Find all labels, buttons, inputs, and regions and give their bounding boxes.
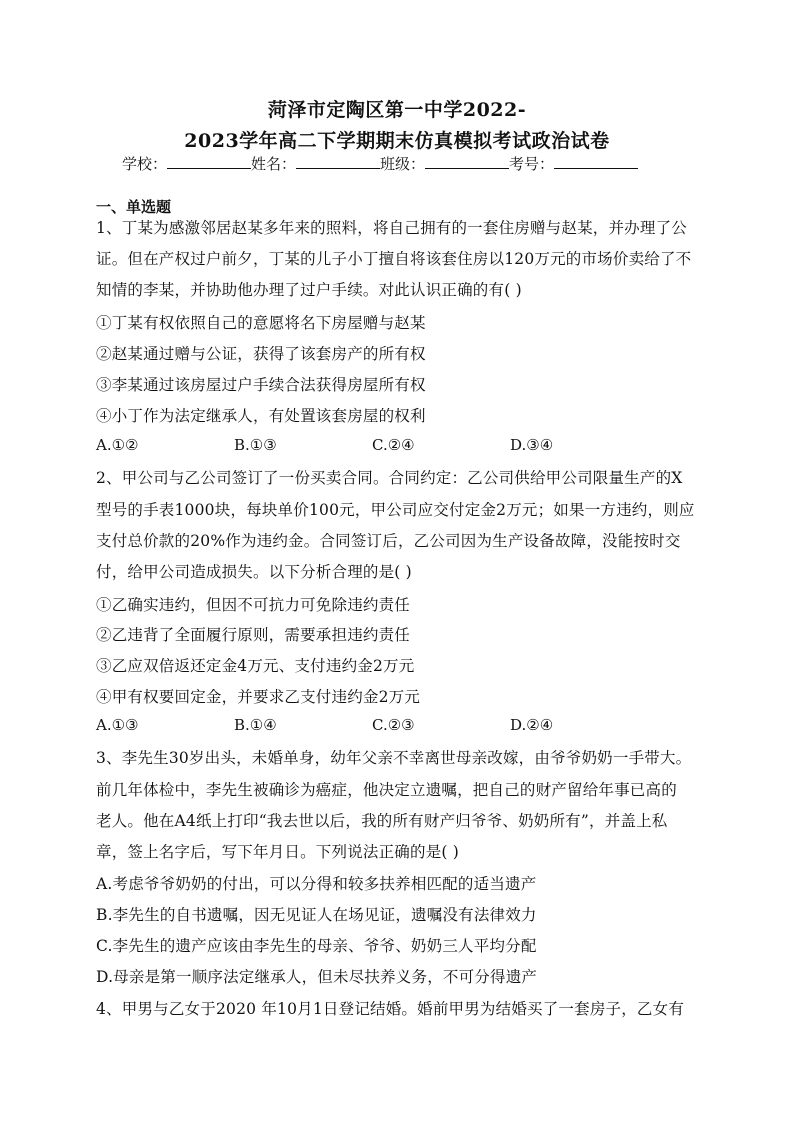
section-title: 一、单选题 bbox=[96, 198, 172, 216]
question-1-line-2: 证。但在产权过户前夕，丁某的儿子小丁擅自将该套住房以120万元的市场价卖给了不 bbox=[96, 250, 692, 268]
question-3-option-a[interactable]: A.考虑爷爷奶奶的付出，可以分得和较多扶养相匹配的适当遗产 bbox=[96, 875, 537, 893]
question-2-statement-4: ④甲有权要回定金，并要求乙支付违约金2万元 bbox=[96, 688, 421, 706]
student-info-row bbox=[122, 153, 638, 174]
class-label: 班级： bbox=[380, 155, 426, 173]
question-2-option-c[interactable]: C.②③ bbox=[372, 716, 415, 734]
question-2-option-b[interactable]: B.①④ bbox=[234, 716, 277, 734]
question-1-option-c[interactable]: C.②④ bbox=[372, 436, 415, 454]
question-2-line-4: 付，给甲公司造成损失。以下分析合理的是( ) bbox=[96, 563, 412, 581]
question-1-option-a[interactable]: A.①② bbox=[96, 436, 139, 454]
question-2-line-3: 支付总价款的20%作为违约金。合同签订后，乙公司因为生产设备故障，没能按时交 bbox=[96, 532, 681, 550]
question-2-statement-2: ②乙违背了全面履行原则，需要承担违约责任 bbox=[96, 626, 411, 644]
name-label: 姓名： bbox=[251, 155, 297, 173]
exam-title-line1: 菏泽市定陶区第一中学2022- bbox=[267, 99, 527, 121]
number-blank[interactable] bbox=[554, 154, 638, 169]
question-3-line-2: 前几年体检中，李先生被确诊为癌症，他决定立遗嘱，把自己的财产留给年事已高的 bbox=[96, 781, 677, 799]
name-blank[interactable] bbox=[296, 154, 380, 169]
question-3-option-d[interactable]: D.母亲是第一顺序法定继承人，但未尽扶养义务，不可分得遗产 bbox=[96, 968, 538, 986]
question-2-line-1: 2、甲公司与乙公司签订了一份买卖合同。合同约定：乙公司供给甲公司限量生产的X bbox=[96, 469, 683, 487]
question-1-line-1: 1、丁某为感激邻居赵某多年来的照料，将自己拥有的一套住房赠与赵某，并办理了公 bbox=[96, 219, 687, 237]
question-2-statement-3: ③乙应双倍返还定金4万元、支付违约金2万元 bbox=[96, 657, 415, 675]
question-1-statement-2: ②赵某通过赠与公证，获得了该套房产的所有权 bbox=[96, 345, 426, 363]
question-3-line-1: 3、李先生30岁出头，未婚单身，幼年父亲不幸离世母亲改嫁，由爷爷奶奶一手带大。 bbox=[96, 749, 692, 767]
question-2-option-a[interactable]: A.①③ bbox=[96, 716, 139, 734]
class-blank[interactable] bbox=[425, 154, 509, 169]
question-1-statement-3: ③李某通过该房屋过户手续合法获得房屋所有权 bbox=[96, 376, 426, 394]
question-1-line-3: 知情的李某，并协助他办理了过户手续。对此认识正确的有( ) bbox=[96, 281, 522, 299]
question-2-line-2: 型号的手表1000块，每块单价100元，甲公司应交付定金2万元；如果一方违约，则应 bbox=[96, 501, 695, 519]
question-3-line-3: 老人。他在A4纸上打印“我去世以后，我的所有财产归爷爷、奶奶所有”，并盖上私 bbox=[96, 812, 668, 830]
question-3-line-4: 章，签上名字后，写下年月日。下列说法正确的是( ) bbox=[96, 843, 460, 861]
number-label: 考号： bbox=[509, 155, 555, 173]
school-label: 学校： bbox=[122, 155, 168, 173]
question-1-option-d[interactable]: D.③④ bbox=[510, 436, 554, 454]
school-blank[interactable] bbox=[167, 154, 251, 169]
question-3-option-c[interactable]: C.李先生的遗产应该由李先生的母亲、爷爷、奶奶三人平均分配 bbox=[96, 937, 537, 955]
question-2-option-d[interactable]: D.②④ bbox=[510, 716, 554, 734]
question-1-statement-1: ①丁某有权依照自己的意愿将名下房屋赠与赵某 bbox=[96, 314, 426, 332]
question-2-statement-1: ①乙确实违约，但因不可抗力可免除违约责任 bbox=[96, 596, 411, 614]
question-1-option-b[interactable]: B.①③ bbox=[234, 436, 277, 454]
question-3-option-b[interactable]: B.李先生的自书遗嘱，因无见证人在场见证，遗嘱没有法律效力 bbox=[96, 906, 537, 924]
question-1-statement-4: ④小丁作为法定继承人，有处置该套房屋的权利 bbox=[96, 407, 426, 425]
exam-title-line2: 2023学年高二下学期期末仿真模拟考试政治试卷 bbox=[184, 130, 610, 152]
question-4-line-1: 4、甲男与乙女于2020 年10月1日登记结婚。婚前甲男为结婚买了一套房子，乙女有 bbox=[96, 1000, 685, 1018]
